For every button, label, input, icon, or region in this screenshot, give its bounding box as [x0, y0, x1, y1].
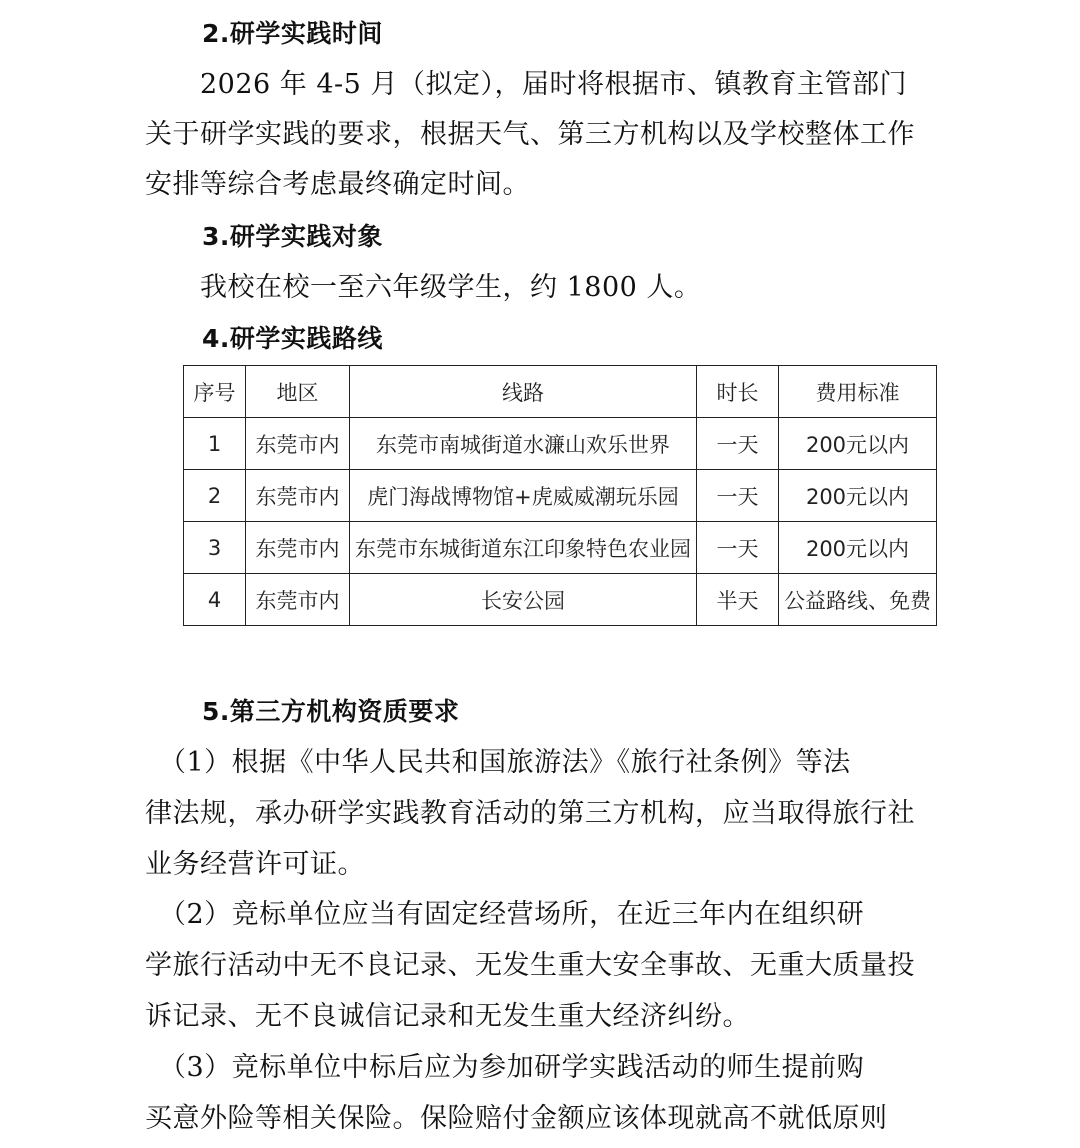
header-cell: 线路 — [350, 366, 697, 418]
table-cell: 虎门海战博物馆+虎威威潮玩乐园 — [350, 470, 697, 522]
table-cell: 半天 — [697, 574, 779, 626]
table-cell: 一天 — [697, 470, 779, 522]
paragraph-line: 安排等综合考虑最终确定时间。 — [145, 169, 530, 200]
table-cell: 200元以内 — [779, 522, 937, 574]
paragraph-line: 关于研学实践的要求，根据天气、第三方机构以及学校整体工作 — [145, 119, 915, 150]
table-cell: 一天 — [697, 522, 779, 574]
table-cell: 长安公园 — [350, 574, 697, 626]
table-row — [184, 470, 937, 522]
table-cell: 3 — [184, 522, 246, 574]
table-cell: 1 — [184, 418, 246, 470]
table-cell: 东莞市内 — [246, 470, 350, 522]
table-cell: 东莞市内 — [246, 574, 350, 626]
section-heading: 4.研学实践路线 — [202, 324, 383, 353]
section-heading: 2.研学实践时间 — [202, 19, 383, 48]
header-cell: 费用标准 — [779, 366, 937, 418]
table-header-row — [184, 366, 937, 418]
route-table — [183, 365, 937, 626]
table-cell: 东莞市内 — [246, 418, 350, 470]
table-row — [184, 418, 937, 470]
table-cell: 一天 — [697, 418, 779, 470]
paragraph-line: 学旅行活动中无不良记录、无发生重大安全事故、无重大质量投 — [145, 950, 915, 982]
paragraph-line: （3）竞标单位中标后应为参加研学实践活动的师生提前购 — [145, 1051, 865, 1083]
table-row — [184, 574, 937, 626]
section-heading: 5.第三方机构资质要求 — [202, 697, 460, 726]
paragraph-line: 我校在校一至六年级学生，约 1800 人。 — [145, 272, 702, 303]
section-heading: 3.研学实践对象 — [202, 222, 383, 251]
header-cell: 地区 — [246, 366, 350, 418]
paragraph-line: （1）根据《中华人民共和国旅游法》《旅行社条例》等法 — [145, 747, 851, 778]
header-cell: 时长 — [697, 366, 779, 418]
table-cell: 东莞市内 — [246, 522, 350, 574]
table-cell: 2 — [184, 470, 246, 522]
table-cell: 东莞市东城街道东江印象特色农业园 — [350, 522, 697, 574]
paragraph-line: 诉记录、无不良诚信记录和无发生重大经济纠纷。 — [145, 1001, 750, 1032]
table-cell: 4 — [184, 574, 246, 626]
table-cell: 200元以内 — [779, 470, 937, 522]
paragraph-line: 2026 年 4-5 月（拟定），届时将根据市、镇教育主管部门 — [145, 69, 907, 100]
paragraph-line: 律法规，承办研学实践教育活动的第三方机构，应当取得旅行社 — [145, 797, 915, 829]
table-cell: 200元以内 — [779, 418, 937, 470]
header-cell: 序号 — [184, 366, 246, 418]
paragraph-line: 买意外险等相关保险。保险赔付金额应该体现就高不就低原则 — [145, 1102, 888, 1134]
table-row — [184, 522, 937, 574]
paragraph-line: 业务经营许可证。 — [145, 848, 365, 880]
table-cell: 公益路线、免费 — [779, 574, 937, 626]
table-cell: 东莞市南城街道水濂山欢乐世界 — [350, 418, 697, 470]
paragraph-line: （2）竞标单位应当有固定经营场所，在近三年内在组织研 — [145, 899, 865, 931]
